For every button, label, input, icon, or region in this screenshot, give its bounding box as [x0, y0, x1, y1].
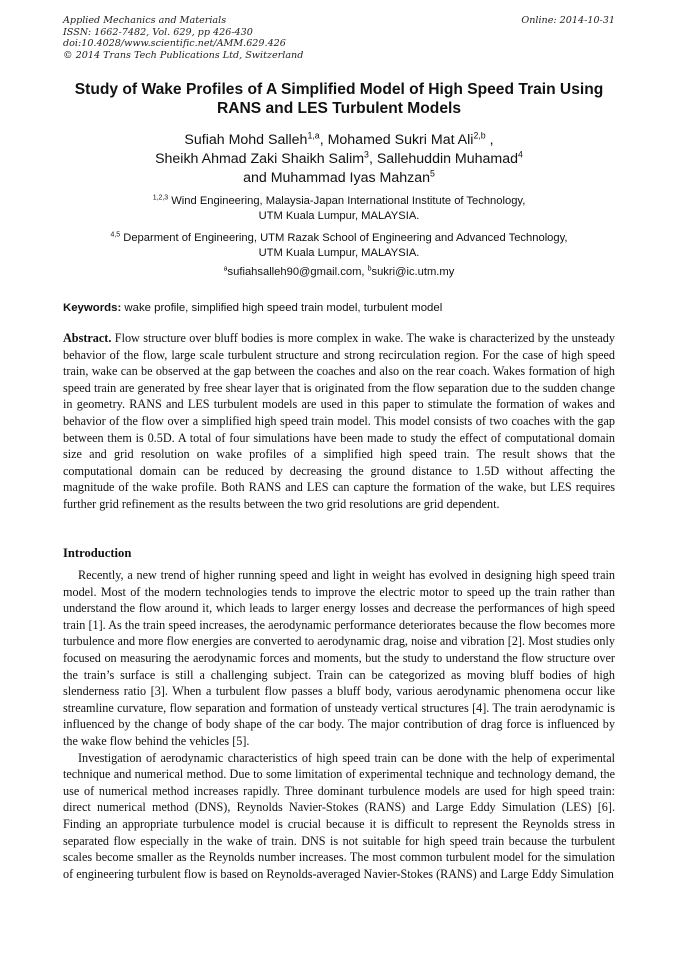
affiliation-text: Wind Engineering, Malaysia-Japan International Institute of Technology, [171, 195, 526, 207]
affiliation-sup: 1,2,3 [152, 194, 169, 202]
author-sup: 5 [430, 168, 435, 179]
email-link[interactable]: sukri@ic.utm.my [371, 266, 455, 278]
author-separator: , [368, 151, 377, 167]
journal-name: Applied Mechanics and Materials [63, 15, 227, 26]
author-emails [40, 265, 638, 280]
paragraph: Recently, a new trend of higher running speed and light in weight has evolved in designing high speed train model. Most of the modern technologies tends to improve the electric motor to speed up the train rather than understand the flow around it, which leads to larger energy losses and decrease the performances of high speed train [1]. As the train speed increases, the aerodynamic performance deteriorates because the flow becomes more turbulence and more flow energies are converted to aerodynamic drag, noise and vibration [2]. Most studies only focused on measuring the aerodynamic forces and moments, but the study to understand the flow structure over the train’s surface is still a challenging subject. Train can be categorized as moving bluff bodies of high slenderness ratio [3]. When a turbulent flow passes a bluff body, various aerodynamic phenomena occur like streamline curvature, flow separation and formation of unsteady vertical structures [4]. The train aerodynamic is influenced by the change of body shape of the car body. The major contribution of drag force is influenced by the wake flow behind the vehicles [5]. [63, 568, 615, 748]
title-line-1: Study of Wake Profiles of A Simplified Model of High Speed Train Using [74, 81, 604, 98]
abstract-text: Flow structure over bluff bodies is more complex in wake. The wake is characterized by the unsteady behavior of the flow, large scale turbulent structure and strong recirculation region. For the case of high speed train, wake can be observed at the gap between the coaches and also on the rear coach. Wakes formation of high speed train are generated by free shear layer that is originated from the flow separation due to the sudden change in geometry. RANS and LES turbulent models are used in this paper to stimulate the formation of wakes and behavior of the flow over a simplified high speed train model. This model consists of two coaches with the gap between them is 0.5D. A total of four simulations have been made to study the effect of computational domain size and grid resolution on wake profiles of a simplified high speed train. The result shows that the computational domain can be reduced by decreasing the ground distance to 1.5D without affecting the magnitude of the wake profile. Both RANS and LES can capture the formation of the wake, but LES requires further grid refinement as the results between the two grid resolutions are grid dependent. [63, 331, 615, 511]
title-line-2: RANS and LES Turbulent Models [216, 100, 462, 117]
affiliation-sup: 4,5 [110, 231, 121, 239]
affiliation-text: UTM Kuala Lumpur, MALAYSIA. [258, 209, 420, 222]
author-name: and Muhammad Iyas Mahzan [243, 170, 430, 186]
affiliation-text: Deparment of Engineering, UTM Razak School of Engineering and Advanced Technology, [123, 232, 568, 244]
journal-issn: ISSN: 1662-7482, Vol. 629, pp 426-430 [63, 26, 253, 38]
author-line-3 [40, 169, 638, 188]
author-sup: 1,a [307, 130, 320, 141]
section-heading-introduction: Introduction [63, 546, 132, 560]
keywords-label: Keywords: [63, 302, 122, 314]
author-name: Sallehuddin Muhamad [376, 151, 519, 167]
keywords-text: wake profile, simplified high speed train model, turbulent model [121, 302, 443, 314]
author-sup: 4 [518, 149, 523, 160]
online-date: Online: 2014-10-31 [521, 15, 615, 26]
keywords [63, 301, 615, 315]
email-link[interactable]: sufiahsalleh90@gmail.com, [227, 266, 368, 278]
email-sup: b [367, 265, 372, 273]
paper-title [40, 80, 638, 118]
journal-doi: doi:10.4028/www.scientific.net/AMM.629.426 [63, 38, 286, 50]
author-name: Sufiah Mohd Salleh [184, 132, 308, 148]
email-sup: a [223, 265, 228, 273]
affiliation-text: UTM Kuala Lumpur, MALAYSIA. [258, 246, 420, 259]
abstract [63, 330, 615, 513]
journal-header [63, 15, 615, 61]
paragraph: Investigation of aerodynamic characteristics of high speed train can be done with the help of experimental technique and numerical method. Due to some limitation of experimental technique and technology demand, the use of numerical method increases rapidly. Three dominant turbulence models are used for high speed train: direct numerical method (DNS), Reynolds Navier-Stokes (RANS) and Large Eddy Simulation (LES) [6]. Finding an appropriate turbulence model is crucial because it is difficult to represent the Reynolds stress in separated flow especially in the wake of train. DNS is not suitable for high speed train because the turbulent scales become smaller as the Reynolds number increases. The most common turbulent model for the simulation of engineering turbulent flow is based on Reynolds-averaged Navier-Stokes (RANS) and Large Eddy Simulation [63, 750, 615, 881]
author-sup: 2,b [473, 130, 486, 141]
author-name: Mohamed Sukri Mat Ali [327, 132, 474, 148]
author-separator: , [319, 132, 328, 148]
author-name: Sheikh Ahmad Zaki Shaikh Salim [155, 151, 365, 167]
journal-copyright: © 2014 Trans Tech Publications Ltd, Switzerland [63, 49, 304, 61]
author-separator: , [485, 132, 494, 148]
affiliation-2 [40, 231, 638, 260]
author-line-1 [40, 131, 638, 150]
author-list [40, 131, 638, 188]
affiliation-1 [40, 194, 638, 223]
abstract-label: Abstract. [63, 331, 112, 345]
author-line-2 [40, 150, 638, 169]
introduction-body [63, 567, 615, 882]
author-sup: 3 [364, 149, 369, 160]
